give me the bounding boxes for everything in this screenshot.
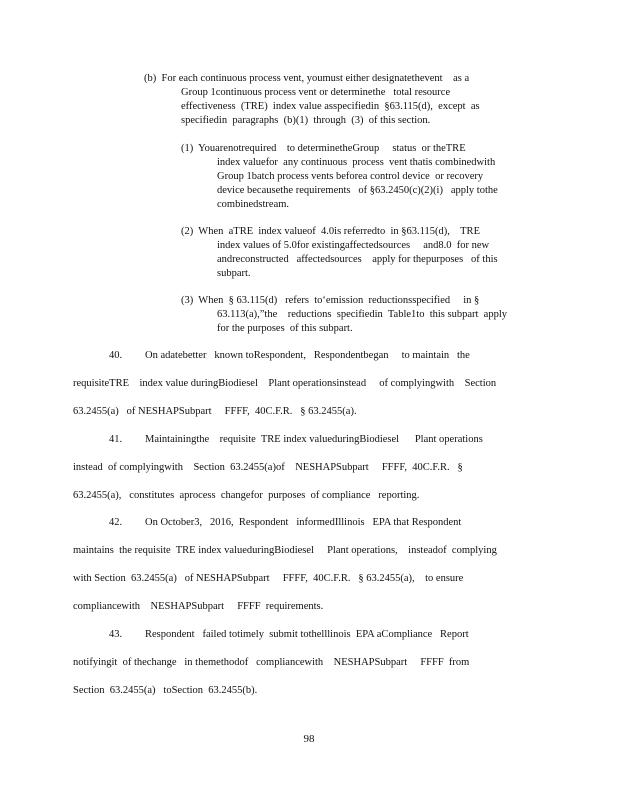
quote-item2-line-4: subpart.	[217, 268, 251, 279]
quote-b-line-4: specifiedin paragraphs (b)(1) through (3) of this section.	[181, 115, 431, 126]
quote-item1-line-2: index valuefor any continuous process vent thatis combinedwith	[217, 157, 496, 168]
paragraph-40-line-3: 63.2455(a) of NESHAPSubpart FFFF, 40C.F.R. § 63.2455(a).	[73, 406, 357, 417]
quote-item2-line-1: (2) When aTRE index valueof 4.0is referredto in §63.115(d), TRE	[181, 226, 480, 237]
quote-item2-line-3: andreconstructed affectedsources apply for thepurposes of this	[217, 254, 498, 265]
quote-item1-line-1: (1) Youarenotrequired to determinetheGroup status or theTRE	[181, 143, 466, 154]
paragraph-41-line-2: instead of complyingwith Section 63.2455(a)of NESHAPSubpart FFFF, 40C.F.R. §	[73, 462, 463, 473]
paragraph-41-line-3: 63.2455(a), constitutes aprocess changefor purposes of compliance reporting.	[73, 490, 420, 501]
quote-item3-line-2: 63.113(a),”the reductions specifiedin Table1to this subpart apply	[217, 309, 507, 320]
quote-b-line-2: Group 1continuous process vent or determinethe total resource	[181, 87, 451, 98]
paragraph-42-line-4: compliancewith NESHAPSubpart FFFF requirements.	[73, 601, 324, 612]
quote-b-line-1: (b) For each continuous process vent, youmust either designatethevent as a	[144, 73, 470, 84]
page-number: 98	[303, 733, 315, 745]
paragraph-43-line-2: notifyingit of thechange in themethodof compliancewith NESHAPSubpart FFFF from	[73, 657, 470, 668]
paragraph-43-line-1: Respondent failed totimely submit tothelllinois EPA aCompliance Report	[145, 629, 469, 640]
paragraph-43-line-3: Section 63.2455(a) toSection 63.2455(b).	[73, 685, 258, 696]
paragraph-number: 42.	[109, 517, 123, 528]
quote-item1-line-3: Group 1batch process vents beforea control device or recovery	[217, 171, 484, 182]
quote-item1-line-5: combinedstream.	[217, 199, 290, 210]
quote-item3-line-3: for the purposes of this subpart.	[217, 323, 353, 334]
paragraph-41-line-1: Maintainingthe requisite TRE index valueduringBiodiesel Plant operations	[145, 434, 483, 445]
paragraph-42-line-3: with Section 63.2455(a) of NESHAPSubpart FFFF, 40C.F.R. § 63.2455(a), to ensure	[73, 573, 464, 584]
quote-item1-line-4: device becausethe requirements of §63.2450(c)(2)(i) apply tothe	[217, 185, 498, 196]
paragraph-42-line-1: On October3, 2016, Respondent informedIllinois EPA that Respondent	[145, 517, 462, 528]
paragraph-40-line-2: requisiteTRE index value duringBiodiesel Plant operationsinstead of complyingwith Section	[73, 378, 497, 389]
paragraph-40-line-1: On adatebetter known toRespondent, Respondentbegan to maintain the	[145, 350, 470, 361]
quote-b-line-3: effectiveness (TRE) index value asspecifiedin §63.115(d), except as	[181, 101, 480, 112]
quote-item3-line-1: (3) When § 63.115(d) refers to‘emission reductionsspecified in §	[181, 295, 480, 306]
quote-item2-line-2: index values of 5.0for existingaffectedsources and8.0 for new	[217, 240, 490, 251]
paragraph-number: 40.	[109, 350, 123, 361]
paragraph-number: 41.	[109, 434, 123, 445]
paragraph-42-line-2: maintains the requisite TRE index valueduringBiodiesel Plant operations, insteadof complying	[73, 545, 497, 556]
paragraph-number: 43.	[109, 629, 123, 640]
